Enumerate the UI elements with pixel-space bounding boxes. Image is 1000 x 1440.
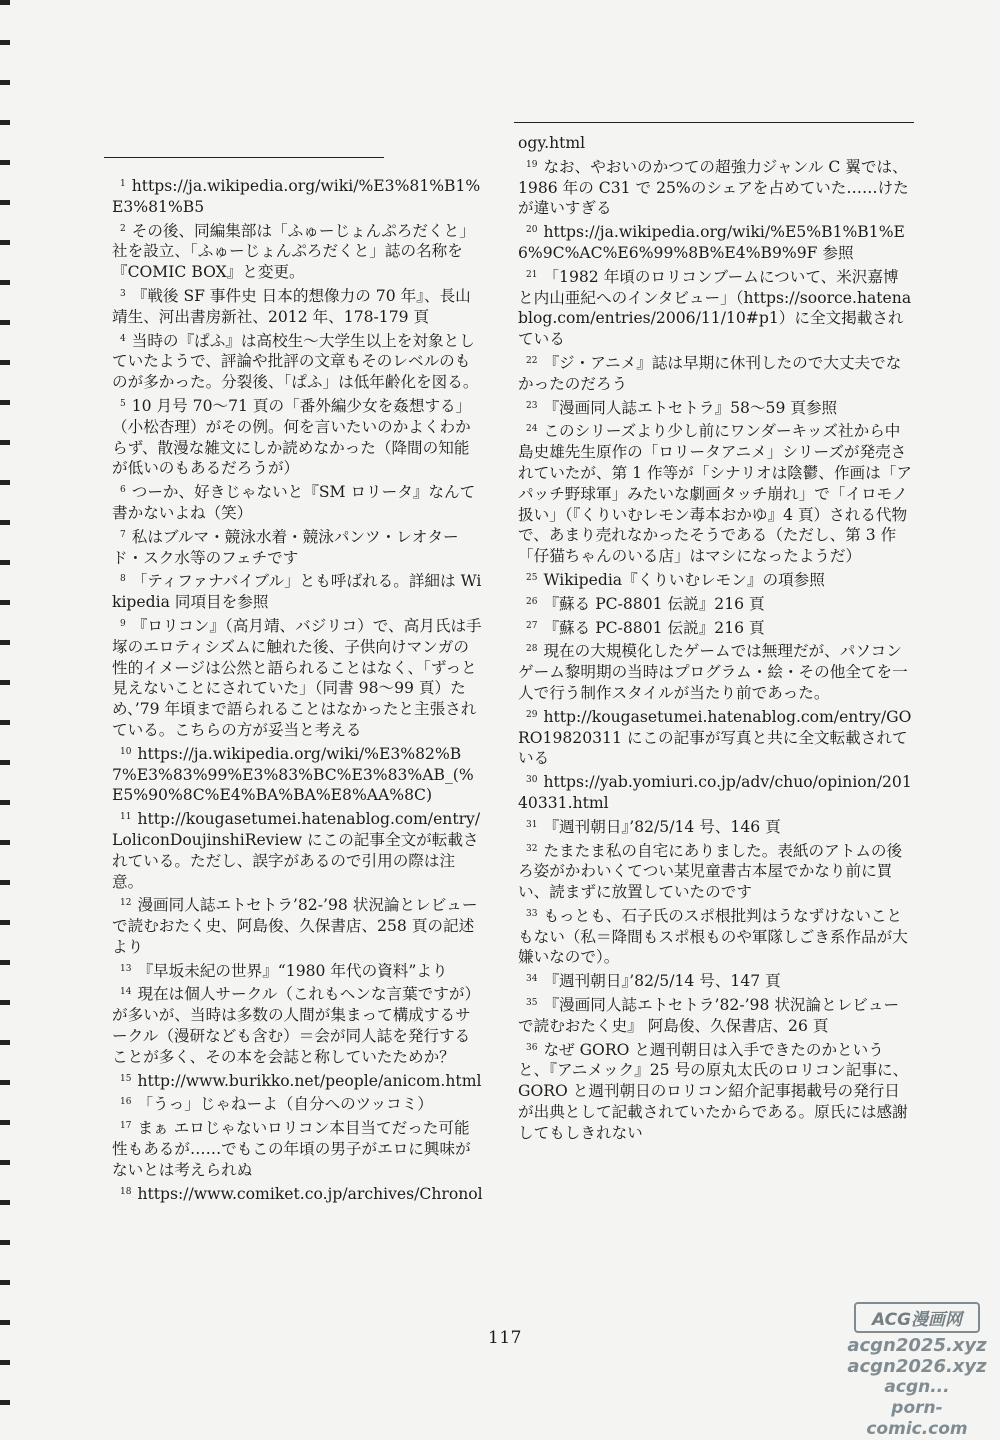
footnote <box>518 351 914 395</box>
footnote <box>518 1038 914 1144</box>
footnote-number: 28 <box>526 644 538 655</box>
footnote-number: 5 <box>120 398 126 409</box>
footnote-number: 35 <box>526 998 538 1009</box>
footnote <box>518 616 914 639</box>
watermark-line: porn-comic.com <box>866 1398 968 1439</box>
footnote <box>112 525 484 569</box>
footnote-text: Wikipedia『くりいむレモン』の項参照 <box>543 570 825 589</box>
footnote-number: 2 <box>120 223 126 234</box>
watermark-line: acgn2026.xyz <box>847 1356 987 1377</box>
footnote-number: 16 <box>120 1097 132 1108</box>
footnote <box>112 614 484 741</box>
footnote-text: 『蘇る PC-8801 伝説』216 頁 <box>543 594 765 613</box>
footnote-number: 15 <box>120 1073 132 1084</box>
footnote <box>518 969 914 992</box>
footnote-number: 11 <box>120 812 132 823</box>
footnote-number: 24 <box>526 424 538 435</box>
footnote <box>112 807 484 892</box>
footnote <box>518 770 914 814</box>
footnotes-left-column <box>112 174 484 1205</box>
footnote-number: 10 <box>120 746 132 757</box>
footnote <box>112 219 484 283</box>
footnote <box>112 982 484 1067</box>
footnote-number: 36 <box>526 1042 538 1053</box>
footnote <box>112 1182 484 1205</box>
footnote-number: 25 <box>526 572 538 583</box>
footnote-number: 27 <box>526 620 538 631</box>
footnote <box>112 1116 484 1180</box>
footnote <box>518 396 914 419</box>
footnote-text: https://yab.yomiuri.co.jp/adv/chuo/opinion/20140331.html <box>518 773 912 812</box>
footnote-text: 『週刊朝日』’82/5/14 号、146 頁 <box>543 817 781 836</box>
footnote-text: https://www.comiket.co.jp/archives/Chronol <box>137 1184 483 1203</box>
footnote-text: なお、やおいのかつての超強力ジャンル C 翼では、1986 年の C31 で 25%のシェアを占めていた……けたが違いすぎる <box>518 157 909 218</box>
footnote-text: 『蘇る PC-8801 伝説』216 頁 <box>543 618 765 637</box>
watermark-line: acgn2025.xyz <box>847 1335 987 1356</box>
footnote-number: 8 <box>120 574 126 585</box>
page-number: 117 <box>488 1328 522 1348</box>
footnote-number: 1 <box>120 179 126 189</box>
footnote-text: 『ジ・アニメ』誌は早期に休刊したので大丈夫でなかったのだろう <box>518 353 902 393</box>
footnote-text: https://ja.wikipedia.org/wiki/%E5%B1%B1%E6%9C%AC%E6%99%8B%E4%B9%9F 参照 <box>518 223 905 262</box>
watermark <box>842 1302 992 1440</box>
footnote-number: 31 <box>526 819 538 830</box>
footnote <box>518 155 914 219</box>
footnotes-right-column <box>518 133 914 1145</box>
footnote-number: 7 <box>120 529 126 540</box>
footnote-text: 『戦後 SF 事件史 日本的想像力の 70 年』、長山靖生、河出書房新社、2012 年、178-179 頁 <box>112 286 471 326</box>
watermark-line: acgn... <box>884 1377 950 1397</box>
footnote-text: 「うっ」じゃねーよ（自分へのツッコミ） <box>137 1095 433 1114</box>
footnote-text: 『週刊朝日』’82/5/14 号、147 頁 <box>543 972 781 991</box>
footnote-number: 21 <box>526 269 538 280</box>
footnote-text: 『早坂未紀の世界』“1980 年代の資料”より <box>137 961 448 980</box>
footnote-number: 33 <box>526 908 538 919</box>
footnote-number: 34 <box>526 974 538 985</box>
footnote-text: つーか、好きじゃないと『SM ロリータ』なんて書かないよね（笑） <box>112 483 476 522</box>
footnote <box>518 904 914 968</box>
footnote-text: その後、同編集部は「ふゅーじょんぷろだくと」社を設立、「ふゅーじょんぷろだくと」誌の名称を『COMIC BOX』と変更。 <box>112 221 475 282</box>
footnote <box>518 639 914 703</box>
footnote-number: 14 <box>120 987 132 998</box>
footnote-text: https://ja.wikipedia.org/wiki/%E3%82%B7%E3%83%99%E3%83%BC%E3%83%AB_(%E5%90%8C%E4%BA%BA%E8%AA%8C) <box>112 744 474 805</box>
footnote-text: 10 月号 70～71 頁の「番外編少女を姦想する」（小松杏理）がその例。何を言いたいのかよくわからず、散漫な雑文にしか読めなかった（降間の知能が低いのもあるだろうが） <box>112 396 472 478</box>
footnote-number: 18 <box>120 1186 132 1197</box>
footnote-number: 30 <box>526 775 538 786</box>
footnote <box>112 893 484 957</box>
footnote <box>112 174 484 218</box>
footnote-number: 26 <box>526 596 538 607</box>
footnote-text: 『漫画同人誌エトセトラ』58～59 頁参照 <box>543 398 838 417</box>
footnote <box>518 705 914 769</box>
footnote-text: たまたま私の自宅にありました。表紙のアトムの後ろ姿がかわいくてつい某児童書古本屋でかなり前に買い、読まずに放置していたのです <box>518 841 903 902</box>
footnote-text: 現在は個人サークル（これもヘンな言葉ですが）が多いが、当時は多数の人間が集まって構成するサークル（漫研なども含む）＝会が同人誌を発行することが多く、その本を会誌と称していたためか？ <box>112 985 481 1066</box>
footnote-text: 「ティファナバイブル」とも呼ばれる。詳細は Wikipedia 同項目を参照 <box>112 572 482 612</box>
footnote <box>112 329 484 393</box>
footnote-number: 29 <box>526 709 538 720</box>
footnote-number: 9 <box>120 618 126 629</box>
footnote-text: このシリーズより少し前にワンダーキッズ社から中島史雄先生原作の「ロリータアニメ」シリーズが発売されていたが、第 1 作等が「シナリオは陰鬱、作画は「アパッチ野球軍」みたいな劇画タッチ崩れ」で「イロモノ扱い」（『くりいむレモン毒本おかゆ』4 頁）される代物で、あまり売れなかったそうである（ただし、第 3 作「仔猫ちゃんのいる店」はマシになったようだ） <box>518 422 912 566</box>
footnote-number: 13 <box>120 963 132 974</box>
footnote <box>112 394 484 479</box>
footnote <box>112 1069 484 1092</box>
footnote <box>112 284 484 328</box>
binding-edge <box>0 0 10 1419</box>
footnote-text: 『ロリコン』（高月靖、バジリコ）で、高月氏は手塚のエロティシズムに触れた後、子供向けマンガの性的イメージは公然と語られることはなく、「ずっと見えないことにされていた」（同書 98～99 頁）ため、’79 年頃まで語られることはなかったと主張されている。こちらの方が妥当と考える <box>112 616 482 739</box>
footnote <box>112 959 484 982</box>
footnote-number: 20 <box>526 225 538 236</box>
footnote-text: 「1982 年頃のロリコンブームについて、米沢嘉博と内山亜紀へのインタビュー」（https://soorce.hatenablog.com/entries/2006/11/10#p1）に全文掲載されている <box>518 267 912 349</box>
footnote-text: 『漫画同人誌エトセトラ’82-’98 状況論とレビューで読むおたく史』 阿島俊、久保書店、26 頁 <box>518 996 900 1035</box>
footnote-number: 17 <box>120 1121 132 1132</box>
footnote-rule-left <box>104 157 384 158</box>
footnote <box>518 993 914 1037</box>
footnote-number: 23 <box>526 400 538 411</box>
footnote-text: まぁ エロじゃないロリコン本目当てだった可能性もあるが……でもこの年頃の男子がエロに興味がないとは考えられぬ <box>112 1119 471 1179</box>
footnote-text: 私はブルマ・競泳水着・競泳パンツ・レオタード・スク水等のフェチです <box>112 527 459 567</box>
footnote-number: 3 <box>120 288 126 299</box>
footnote <box>518 220 914 264</box>
footnote <box>112 569 484 613</box>
footnote-number: 22 <box>526 355 538 366</box>
footnote <box>518 568 914 591</box>
footnote <box>112 480 484 524</box>
footnote-text: なぜ GORO と週刊朝日は入手できたのかというと、『アニメック』25 号の原丸太氏のロリコン記事に、GORO と週刊朝日のロリコン紹介記事掲載号の発行日が出典として記載されていたからである。原氏には感謝してもしきれない <box>518 1040 909 1142</box>
footnote-number: 4 <box>120 333 126 344</box>
footnote <box>112 742 484 806</box>
footnote <box>518 419 914 567</box>
footnote-number: 32 <box>526 843 538 854</box>
footnote-text: 現在の大規模化したゲームでは無理だが、パソコンゲーム黎明期の当時はプログラム・絵・その他全てを一人で行う制作スタイルが当たり前であった。 <box>518 642 908 702</box>
footnote <box>518 839 914 903</box>
footnote <box>518 815 914 838</box>
footnote-text: もっとも、石子氏のスポ根批判はうなずけないこともない（私＝降間もスポ根ものや軍隊しごき系作品が大嫌いなので）。 <box>518 906 908 967</box>
footnote <box>518 592 914 615</box>
footnote-text: http://www.burikko.net/people/anicom.html <box>137 1071 482 1090</box>
footnote <box>518 265 914 350</box>
footnote <box>112 1092 484 1115</box>
footnote-rule-right <box>514 122 914 123</box>
footnote-text: https://ja.wikipedia.org/wiki/%E3%81%B1%E3%81%B5 <box>112 177 481 216</box>
footnote-continuation: ogy.html <box>518 134 586 152</box>
footnote-number: 12 <box>120 898 132 909</box>
footnote-text: http://kougasetumei.hatenablog.com/entry/LoliconDoujinshiReview にこの記事全文が転載されている。ただし、誤字があるので引用の際は注意。 <box>112 810 481 891</box>
watermark-logo: ACG漫画网 <box>854 1302 980 1333</box>
footnote-text: http://kougasetumei.hatenablog.com/entry/GORO19820311 にこの記事が写真と共に全文転載されている <box>518 707 912 768</box>
footnote-number: 19 <box>526 159 538 170</box>
footnote-text: 漫画同人誌エトセトラ’82-’98 状況論とレビューで読むおたく史、阿島俊、久保書店、258 頁の記述より <box>112 896 478 956</box>
footnote-number: 6 <box>120 485 126 496</box>
footnote-text: 当時の『ぱふ』は高校生～大学生以上を対象としていたようで、評論や批評の文章もそのレベルのものが多かった。分裂後、「ぱふ」は低年齢化を図る。 <box>112 331 479 392</box>
